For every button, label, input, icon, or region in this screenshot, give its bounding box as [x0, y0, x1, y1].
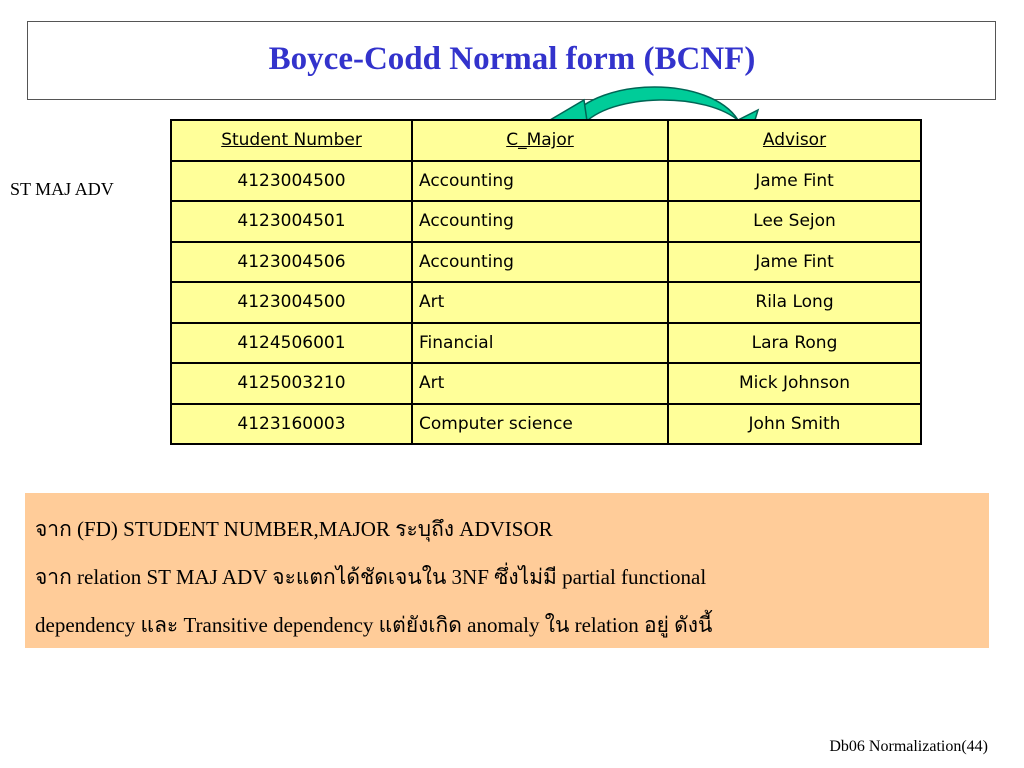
- student-major-advisor-table: [170, 119, 922, 445]
- table-header-row: [171, 120, 921, 161]
- table-row: [171, 201, 921, 242]
- major-cell: Accounting: [412, 201, 668, 242]
- note-line: จาก relation ST MAJ ADV จะแตกได้ชัดเจนใน 3NF ซึ่งไม่มี partial functional: [35, 565, 707, 589]
- major-cell: Accounting: [412, 161, 668, 202]
- student-number-cell: 4123004501: [171, 201, 412, 242]
- student-number-cell: 4123160003: [171, 404, 412, 445]
- table-row: [171, 323, 921, 364]
- note-line: จาก (FD) STUDENT NUMBER,MAJOR ระบุถึง ADVISOR: [35, 517, 553, 541]
- relation-name: ST MAJ ADV: [10, 179, 114, 199]
- major-cell: Accounting: [412, 242, 668, 283]
- advisor-cell: Rila Long: [668, 282, 921, 323]
- column-header-student-number: Student Number: [171, 120, 412, 161]
- advisor-cell: Lee Sejon: [668, 201, 921, 242]
- table-row: [171, 363, 921, 404]
- student-number-cell: 4123004506: [171, 242, 412, 283]
- student-number-cell: 4125003210: [171, 363, 412, 404]
- advisor-cell: Jame Fint: [668, 161, 921, 202]
- student-number-cell: 4123004500: [171, 161, 412, 202]
- advisor-cell: Mick Johnson: [668, 363, 921, 404]
- major-cell: Art: [412, 363, 668, 404]
- student-number-cell: 4123004500: [171, 282, 412, 323]
- table-row: [171, 242, 921, 283]
- table-row: [171, 282, 921, 323]
- major-cell: Financial: [412, 323, 668, 364]
- slide-title: Boyce-Codd Normal form (BCNF): [268, 41, 756, 77]
- column-header-advisor: Advisor: [668, 120, 921, 161]
- table-row: [171, 161, 921, 202]
- table-row: [171, 404, 921, 445]
- column-header-c-major: C_Major: [412, 120, 668, 161]
- slide-footer: Db06 Normalization(44): [829, 738, 988, 755]
- student-number-cell: 4124506001: [171, 323, 412, 364]
- major-cell: Computer science: [412, 404, 668, 445]
- explanation-note: [25, 493, 989, 648]
- note-line: dependency และ Transitive dependency แต่ยังเกิด anomaly ใน relation อยู่ ดังนี้: [35, 613, 713, 637]
- major-cell: Art: [412, 282, 668, 323]
- advisor-cell: John Smith: [668, 404, 921, 445]
- advisor-cell: Jame Fint: [668, 242, 921, 283]
- advisor-cell: Lara Rong: [668, 323, 921, 364]
